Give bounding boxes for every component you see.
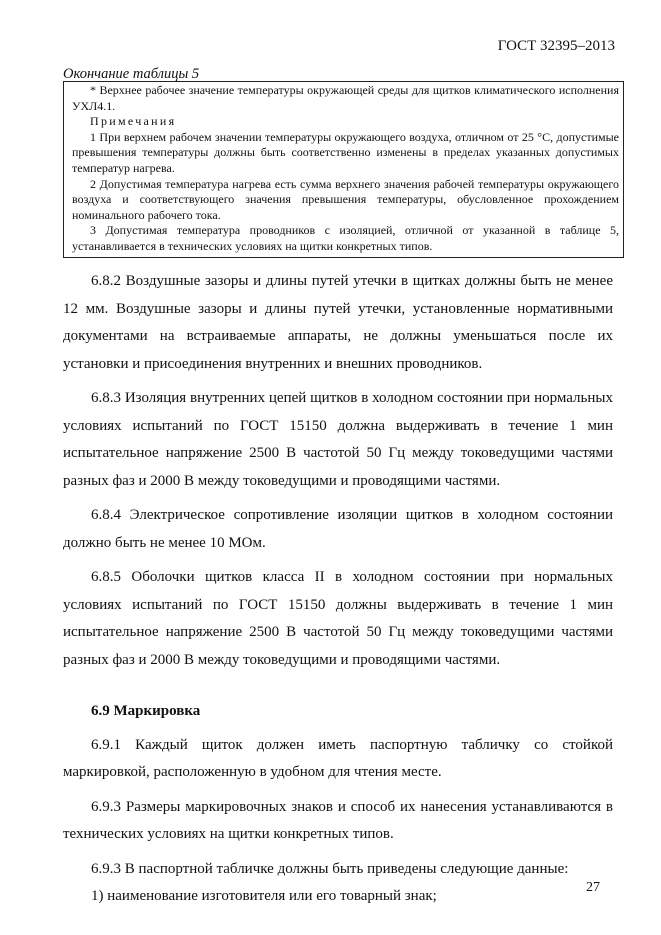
section-title: 6.9 Маркировка — [91, 703, 201, 719]
document-body — [63, 268, 613, 911]
table-footnote: * Верхнее рабочее значение температуры окружающей среды для щитков климатического исполнения УХЛ4.1. — [72, 83, 619, 113]
list-item: 1) наименование изготовителя или его товарный знак; — [91, 888, 437, 904]
paragraph-6-9-3-a: 6.9.3 Размеры маркировочных знаков и способ их нанесения устанавливаются в технических условиях на щитки конкретных типов. — [63, 798, 613, 842]
note-item: 3 Допустимая температура проводников с изоляцией, отличной от указанной в таблице 5, устанавливается в технических условиях на щитки конкретных типов. — [72, 223, 619, 253]
page-number: 27 — [586, 880, 600, 895]
note-item: 2 Допустимая температура нагрева есть сумма верхнего значения рабочей температуры окружающего воздуха и соответствующего значения превышения температуры, обусловленное прохождением номинального рабочего тока. — [72, 176, 619, 222]
paragraph-6-9-3-b: 6.9.3 В паспортной табличке должны быть приведены следующие данные: — [91, 860, 569, 877]
paragraph-6-8-5: 6.8.5 Оболочки щитков класса II в холодном состоянии при нормальных условиях испытаний по ГОСТ 15150 должны выдерживать в течение 1 мин испытательное напряжение 2500 В частотой 50 Гц между токоведущими частями разных фаз и 2000 В между токоведущими и проводящими частями. — [63, 569, 613, 668]
table-caption: Окончание таблицы 5 — [63, 66, 200, 82]
paragraph-6-8-2: 6.8.2 Воздушные зазоры и длины путей утечки в щитках должны быть не менее 12 мм. Воздушные зазоры и длины путей утечки, установленные нормативными документами на встраиваемые аппараты, не должны уменьшаться после их установки и присоединения внутренних и внешних проводников. — [63, 273, 613, 372]
paragraph-6-8-4: 6.8.4 Электрическое сопротивление изоляции щитков в холодном состоянии должно быть не менее 10 МОм. — [63, 507, 613, 551]
table-notes-box — [63, 81, 624, 258]
notes-heading: Примечания — [90, 114, 177, 129]
note-item: 1 При верхнем рабочем значении температуры окружающего воздуха, отличном от 25 °С, допустимые превышения температуры должны быть соответственно изменены в пределах указанных допустимых температур нагрева. — [72, 129, 619, 175]
document-code: ГОСТ 32395–2013 — [497, 38, 615, 54]
paragraph-6-8-3: 6.8.3 Изоляция внутренних цепей щитков в холодном состоянии при нормальных условиях испытаний по ГОСТ 15150 должна выдерживать в течение 1 мин испытательное напряжение 2500 В частотой 50 Гц между токоведущими частями разных фаз и 2000 В между токоведущими и проводящими частями. — [63, 390, 613, 489]
paragraph-6-9-1: 6.9.1 Каждый щиток должен иметь паспортную табличку со стойкой маркировкой, расположенную в удобном для чтения месте. — [63, 736, 613, 780]
